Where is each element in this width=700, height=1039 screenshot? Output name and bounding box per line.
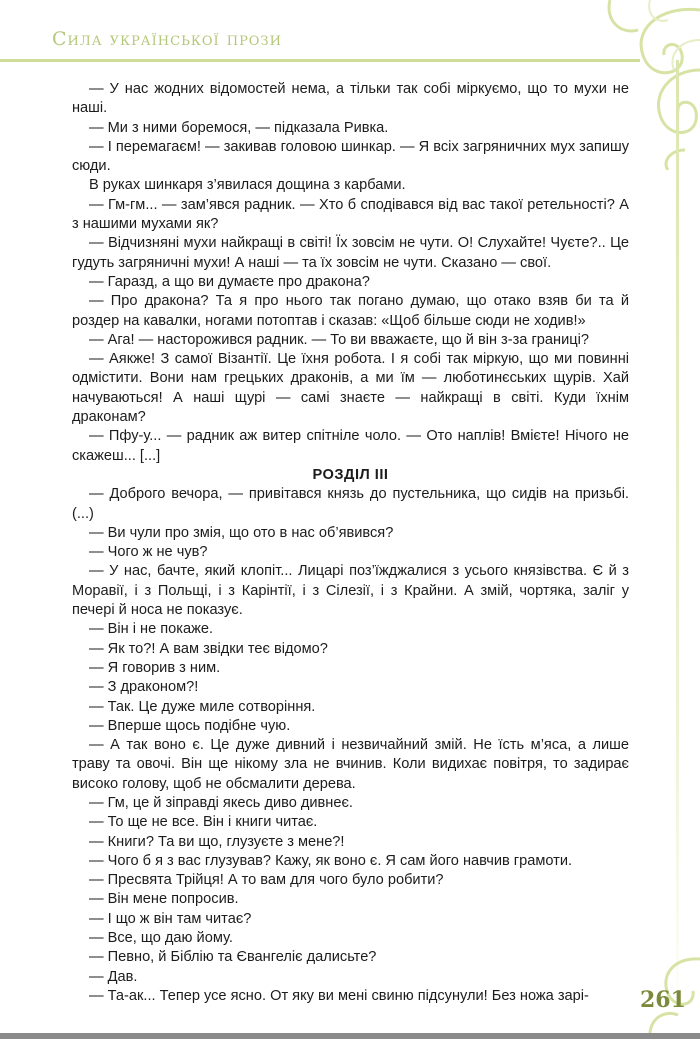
paragraph: — Пресвята Трійця! А то вам для чого було робити?: [89, 872, 444, 889]
paragraph: — То ще не все. Він і книги читає.: [89, 814, 318, 831]
paragraph: — Як то?! А вам звідки теє відомо?: [89, 640, 328, 657]
paragraph: — Дав.: [89, 968, 138, 985]
text-part-1: [72, 80, 629, 466]
paragraph: — І перемагаєм! — закивав головою шинкар. — Я всіх загряничних мух запишу сюди.: [72, 138, 629, 175]
running-title: Сила української прози: [52, 28, 282, 50]
paragraph: — Чого ж не чув?: [89, 544, 208, 561]
section-heading: РОЗДІЛ ІІІ: [312, 466, 389, 483]
paragraph: — Пфу-у... — радник аж витер спітніле чоло. — Ото наплів! Вмієте! Нічого не скажеш... [...]: [72, 428, 629, 464]
bottom-bar: [0, 1033, 700, 1039]
paragraph: — Він і не покаже.: [89, 621, 214, 638]
paragraph: — З драконом?!: [89, 679, 199, 696]
paragraph: — Доброго вечора, — привітався князь до пустельника, що сидів на призьбі. (...): [72, 486, 629, 522]
paragraph: — Гаразд, а що ви думаєте про дракона?: [89, 273, 370, 290]
paragraph: — Чого б я з вас глузував? Кажу, як воно є. Я сам його навчив грамоти.: [89, 852, 573, 869]
paragraph: — А так воно є. Це дуже дивний і незвичайний змій. Не їсть м’яса, а лише траву та овочі. Він ще нікому зла не вчинив. Коли видихає повітря, то задирає високо голову, щоб не обсмалити дерева.: [72, 737, 629, 792]
paragraph: — Про дракона? Та я про нього так погано думаю, що отако взяв би та й роздер на кавалки, ногами потоптав і сказав: «Щоб більше сюди не ходив!»: [72, 293, 629, 329]
paragraph: — Вперше щось подібне чую.: [89, 717, 291, 734]
paragraph: — Ага! — насторожився радник. — То ви вважаєте, що й він з-за границі?: [89, 331, 589, 348]
paragraph: — Гм, це й зіправді якесь диво дивнеє.: [89, 794, 353, 811]
paragraph: — Певно, й Біблію та Євангеліє далисьте?: [89, 949, 377, 966]
paragraph: В руках шинкаря з’явилася дощина з карбами.: [89, 177, 406, 194]
page-number: 261: [640, 987, 686, 1013]
paragraph: — У нас жодних відомостей нема, а тільки так собі міркуємо, що то мухи не наші.: [72, 81, 629, 117]
paragraph: — Він мене попросив.: [89, 891, 239, 908]
margin-rule: [676, 60, 679, 1020]
paragraph: — Все, що даю йому.: [89, 930, 233, 947]
paragraph: — У нас, бачте, який клопіт... Лицарі поз’їжджалися з усього князівства. Є й з Моравії, і з Польщі, і з Карінтії, і з Сілезії, і з Крайни. А змій, чортяка, заліг у печері й носа не показує.: [72, 563, 629, 619]
text-body: [72, 80, 629, 1006]
paragraph: — Та-ак... Тепер усе ясно. От яку ви мені свиню підсунули! Без ножа зарі-: [89, 987, 589, 1004]
paragraph: — І що ж він там читає?: [89, 910, 252, 927]
paragraph: — Ви чули про змія, що ото в нас об’явився?: [89, 524, 394, 541]
paragraph: — Я говорив з ним.: [89, 659, 221, 676]
paragraph: — Гм-гм... — зам’явся радник. — Хто б сподівався від вас такої ретельності? А з нашими мухами як?: [72, 196, 629, 233]
paragraph: — Ми з ними боремося, — підказала Ривка.: [89, 119, 389, 136]
text-part-2: [72, 485, 629, 1006]
header-divider: [0, 59, 640, 62]
paragraph: — Відчизняні мухи найкращі в світі! Їх зовсім не чути. О! Слухайте! Чуєте?.. Це гудуть загряничні мухи! А наші — та їх зовсім не чути. Сказано — свої.: [72, 235, 629, 271]
paragraph: — Книги? Та ви що, глузуєте з мене?!: [89, 833, 345, 850]
paragraph: — Аякже! З самої Візантії. Це їхня робота. І я собі так міркую, що ми повинні одмістити. Вони нам грецьких драконів, а ми їм — люботинєських щурів. Хай начуваються! А наші щурі — самі знаєте — найкращі в світі. Куди їхнім драконам?: [72, 351, 629, 426]
paragraph: — Так. Це дуже миле сотворіння.: [89, 698, 316, 715]
